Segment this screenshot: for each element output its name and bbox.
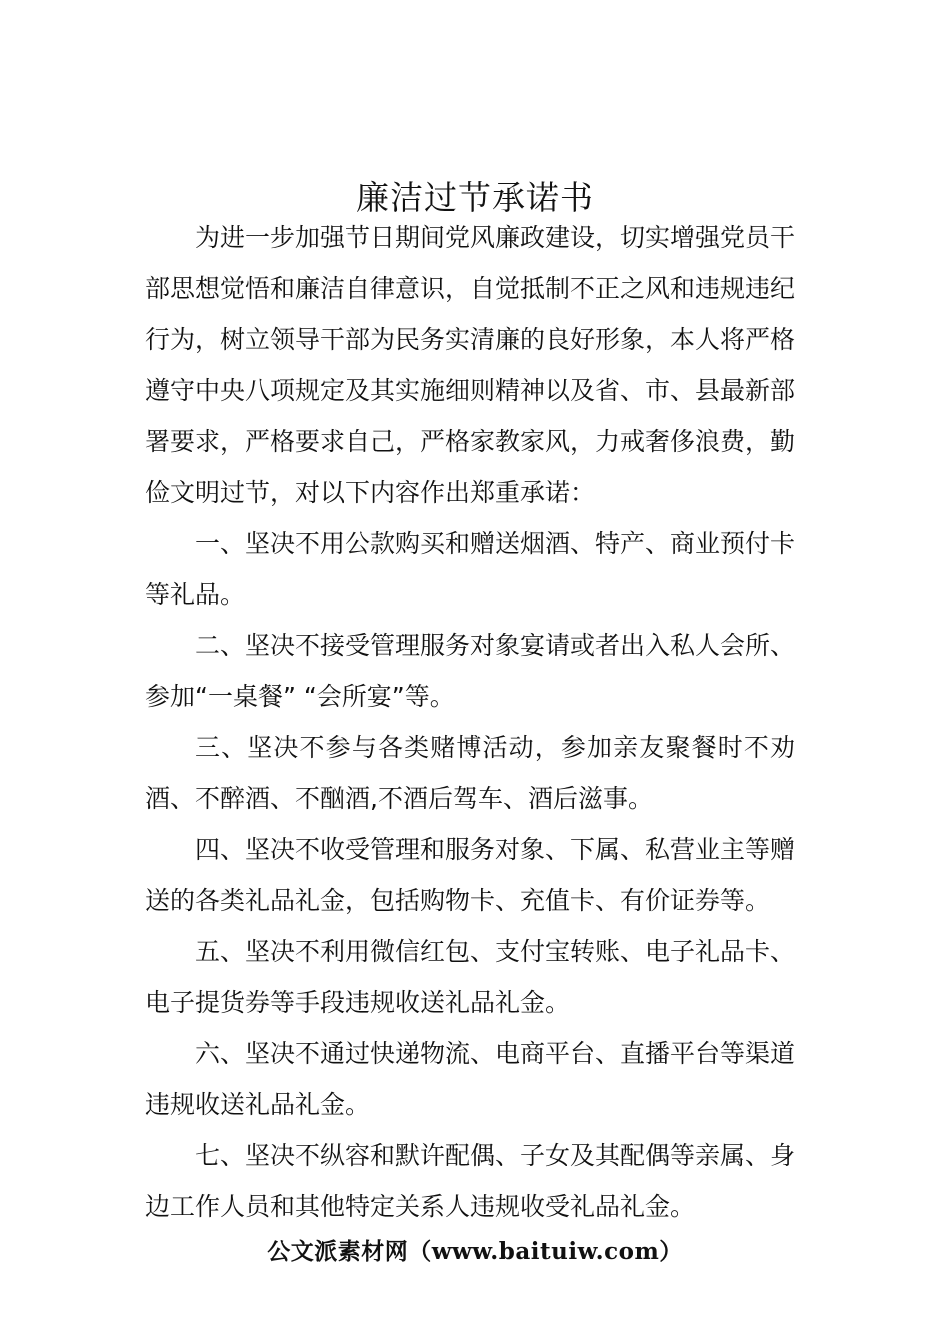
document-body bbox=[145, 212, 795, 1232]
commitment-item-4: 四、坚决不收受管理和服务对象、下属、私营业主等赠送的各类礼品礼金，包括购物卡、充值卡、有价证券等。 bbox=[145, 835, 796, 915]
commitment-item-7: 七、坚决不纵容和默许配偶、子女及其配偶等亲属、身边工作人员和其他特定关系人违规收受礼品礼金。 bbox=[145, 1141, 796, 1221]
commitment-item-1: 一、坚决不用公款购买和赠送烟酒、特产、商业预付卡等礼品。 bbox=[145, 529, 796, 609]
document-title: 廉洁过节承诺书 bbox=[356, 178, 594, 218]
intro-paragraph: 为进一步加强节日期间党风廉政建设，切实增强党员干部思想觉悟和廉洁自律意识，自觉抵制不正之风和违规违纪行为，树立领导干部为民务实清廉的良好形象，本人将严格遵守中央八项规定及其实施细则精神以及省、市、县最新部署要求，严格要求自己，严格家教家风，力戒奢侈浪费，勤俭文明过节，对以下内容作出郑重承诺： bbox=[145, 223, 796, 507]
page-footer-source: 公文派素材网（www.baituiw.com） bbox=[267, 1238, 683, 1265]
commitment-item-2: 二、坚决不接受管理服务对象宴请或者出入私人会所、参加“一桌餐” “会所宴”等。 bbox=[145, 631, 796, 711]
commitment-item-5: 五、坚决不利用微信红包、支付宝转账、电子礼品卡、电子提货券等手段违规收送礼品礼金。 bbox=[145, 937, 796, 1017]
commitment-item-3: 三、坚决不参与各类赌博活动，参加亲友聚餐时不劝酒、不醉酒、不酗酒,不酒后驾车、酒后滋事。 bbox=[145, 733, 795, 813]
commitment-item-6: 六、坚决不通过快递物流、电商平台、直播平台等渠道违规收送礼品礼金。 bbox=[145, 1039, 796, 1119]
